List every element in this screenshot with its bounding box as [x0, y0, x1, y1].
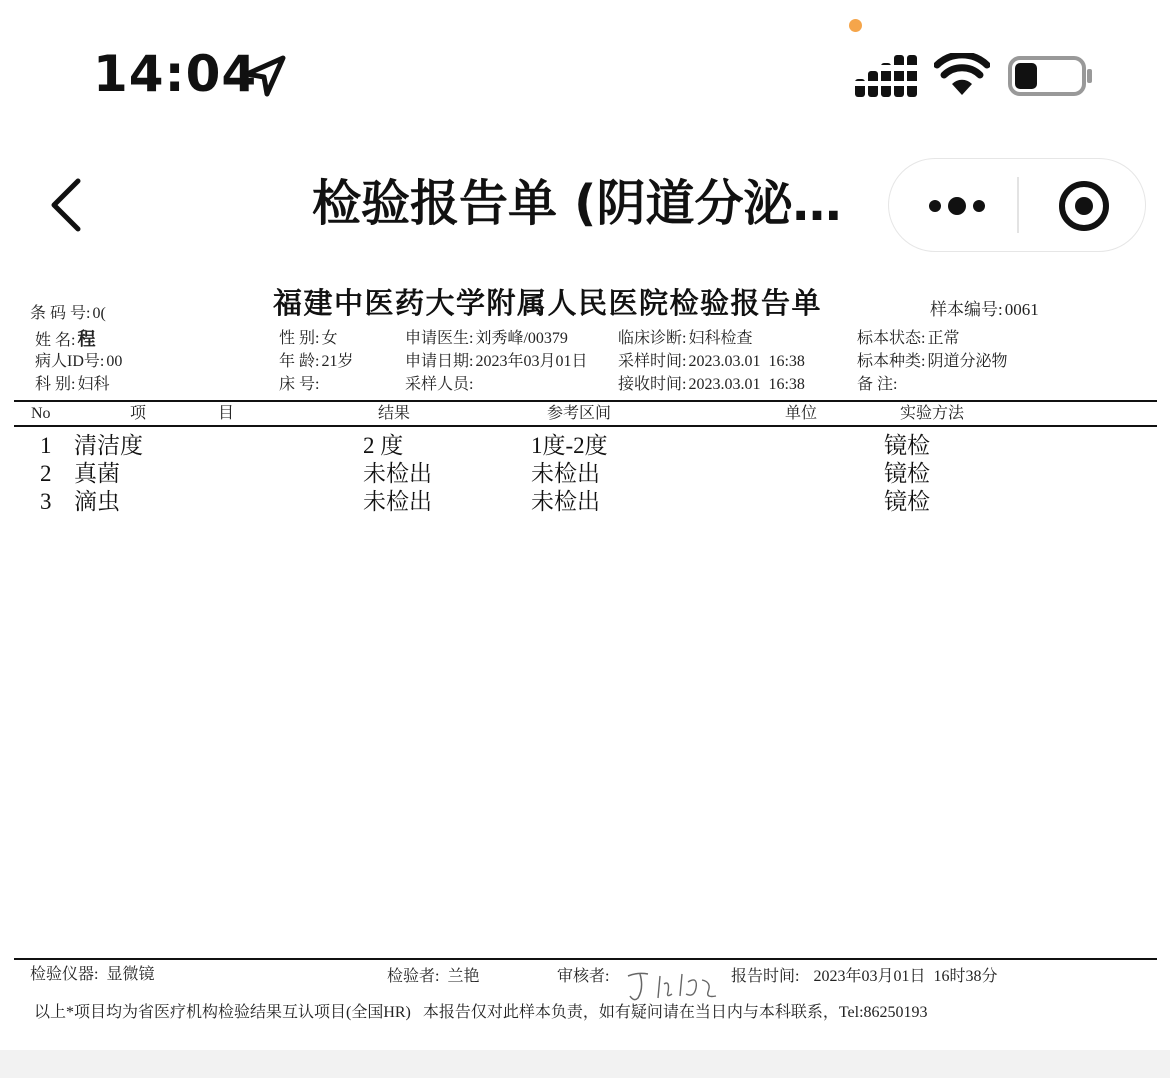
field-patient-id	[35, 351, 122, 373]
field-label: 采样时间:	[618, 353, 687, 370]
field-label: 申请日期:	[405, 353, 474, 370]
footer-reviewer	[557, 966, 609, 988]
cell-no: 1	[40, 433, 52, 458]
field-value: 妇科检查	[688, 330, 753, 347]
cell-reference: 未检出	[531, 489, 600, 514]
field-label: 接收时间:	[618, 376, 687, 393]
wifi-icon	[934, 53, 990, 97]
field-label: 标本状态:	[857, 330, 926, 347]
table-top-rule	[14, 400, 1157, 402]
page-title: 检验报告单 (阴道分泌…	[312, 175, 842, 232]
field-label: 姓 名:	[35, 332, 76, 349]
cellular-signal-icon	[855, 55, 917, 97]
cell-reference: 未检出	[531, 461, 600, 486]
field-value: 显微镜	[106, 966, 155, 983]
field-label: 性 别:	[279, 330, 320, 347]
field-label: 申请医生:	[405, 330, 474, 347]
location-arrow-icon	[243, 54, 287, 98]
field-value: 2023.03.01 16:38	[688, 353, 805, 370]
col-header-unit: 单位	[785, 405, 818, 422]
field-value: 正常	[927, 330, 960, 347]
col-header-item: 项	[130, 405, 147, 422]
field-collect-time	[618, 351, 805, 373]
col-header-result: 结果	[378, 405, 411, 422]
field-collector	[405, 374, 475, 396]
field-value: 阴道分泌物	[927, 353, 1008, 370]
cell-result: 2 度	[363, 433, 404, 458]
field-label: 床 号:	[279, 376, 320, 393]
footer-report-time	[731, 966, 997, 988]
cell-method: 镜检	[884, 489, 930, 514]
footer-instrument	[30, 964, 154, 986]
field-receive-time	[618, 374, 805, 396]
field-label: 备 注:	[857, 376, 898, 393]
cell-item: 滴虫	[74, 489, 120, 514]
report-title: 福建中医药大学附属人民医院检验报告单	[273, 288, 823, 320]
field-label: 病人ID号:	[35, 353, 105, 370]
field-bed	[279, 374, 321, 396]
col-header-reference: 参考区间	[547, 405, 612, 422]
capsule-divider	[1017, 177, 1019, 233]
cell-item: 清洁度	[74, 433, 143, 458]
cell-no: 3	[40, 489, 52, 514]
cell-method: 镜检	[884, 433, 930, 458]
field-label: 标本种类:	[857, 353, 926, 370]
field-diagnosis	[618, 328, 752, 350]
field-value: 妇科	[77, 376, 110, 393]
back-button[interactable]	[40, 175, 96, 235]
sample-number	[930, 299, 1039, 321]
camera-indicator-dot	[849, 19, 862, 32]
table-row	[0, 432, 1170, 460]
field-label: 年 龄:	[279, 353, 320, 370]
cell-item: 真菌	[74, 461, 120, 486]
table-row	[0, 460, 1170, 488]
cell-reference: 1度-2度	[531, 433, 608, 458]
field-apply-date	[405, 351, 587, 373]
field-sample-type	[857, 351, 1007, 373]
field-value: 00	[106, 353, 123, 370]
footer-rule	[14, 958, 1157, 960]
status-time: 14:04	[93, 45, 258, 103]
bottom-background-strip	[0, 1050, 1170, 1078]
table-row	[0, 488, 1170, 516]
field-label: 条 码 号:	[30, 305, 91, 322]
sample-number-label: 样本编号:	[930, 300, 1003, 319]
cell-no: 2	[40, 461, 52, 486]
battery-icon	[1008, 56, 1094, 96]
cell-method: 镜检	[884, 461, 930, 486]
field-sample-state	[857, 328, 959, 350]
field-value: 女	[321, 330, 338, 347]
field-value: 兰艳	[447, 968, 480, 985]
field-department	[35, 374, 109, 396]
table-header-rule	[14, 425, 1157, 427]
footer-inspector	[387, 966, 479, 988]
field-barcode	[30, 303, 106, 325]
field-value: 21岁	[321, 353, 354, 370]
more-options-button[interactable]	[900, 165, 1012, 245]
field-value: 0(	[92, 305, 106, 322]
close-mini-program-button[interactable]	[1030, 165, 1138, 245]
field-value: 2023年03月01日 16时38分	[813, 968, 998, 985]
col-header-method: 实验方法	[900, 405, 965, 422]
field-label: 检验仪器:	[30, 966, 99, 983]
cell-result: 未检出	[363, 461, 432, 486]
field-label: 临床诊断:	[618, 330, 687, 347]
cell-result: 未检出	[363, 489, 432, 514]
field-label: 报告时间:	[731, 968, 800, 985]
footer-note: 以上*项目均为省医疗机构检验结果互认项目(全国HR) 本报告仅对此样本负责，如有疑问请在当日内与本科联系，Tel:86250193	[34, 1004, 928, 1021]
field-value: 2023年03月01日	[475, 353, 588, 370]
field-label: 检验者:	[387, 968, 440, 985]
col-header-item-2: 目	[218, 405, 235, 422]
field-label: 采样人员:	[405, 376, 474, 393]
field-value: 2023.03.01 16:38	[688, 376, 805, 393]
field-name	[35, 328, 95, 352]
field-value: 程	[77, 329, 96, 349]
field-label: 科 别:	[35, 376, 76, 393]
field-value: 刘秀峰/00379	[475, 330, 568, 347]
field-age	[279, 351, 353, 373]
field-doctor	[405, 328, 568, 350]
field-sex	[279, 328, 337, 350]
field-label: 审核者:	[557, 968, 610, 985]
col-header-no: No	[31, 405, 51, 422]
field-remark	[857, 374, 899, 396]
sample-number-value: 0061	[1004, 300, 1039, 319]
